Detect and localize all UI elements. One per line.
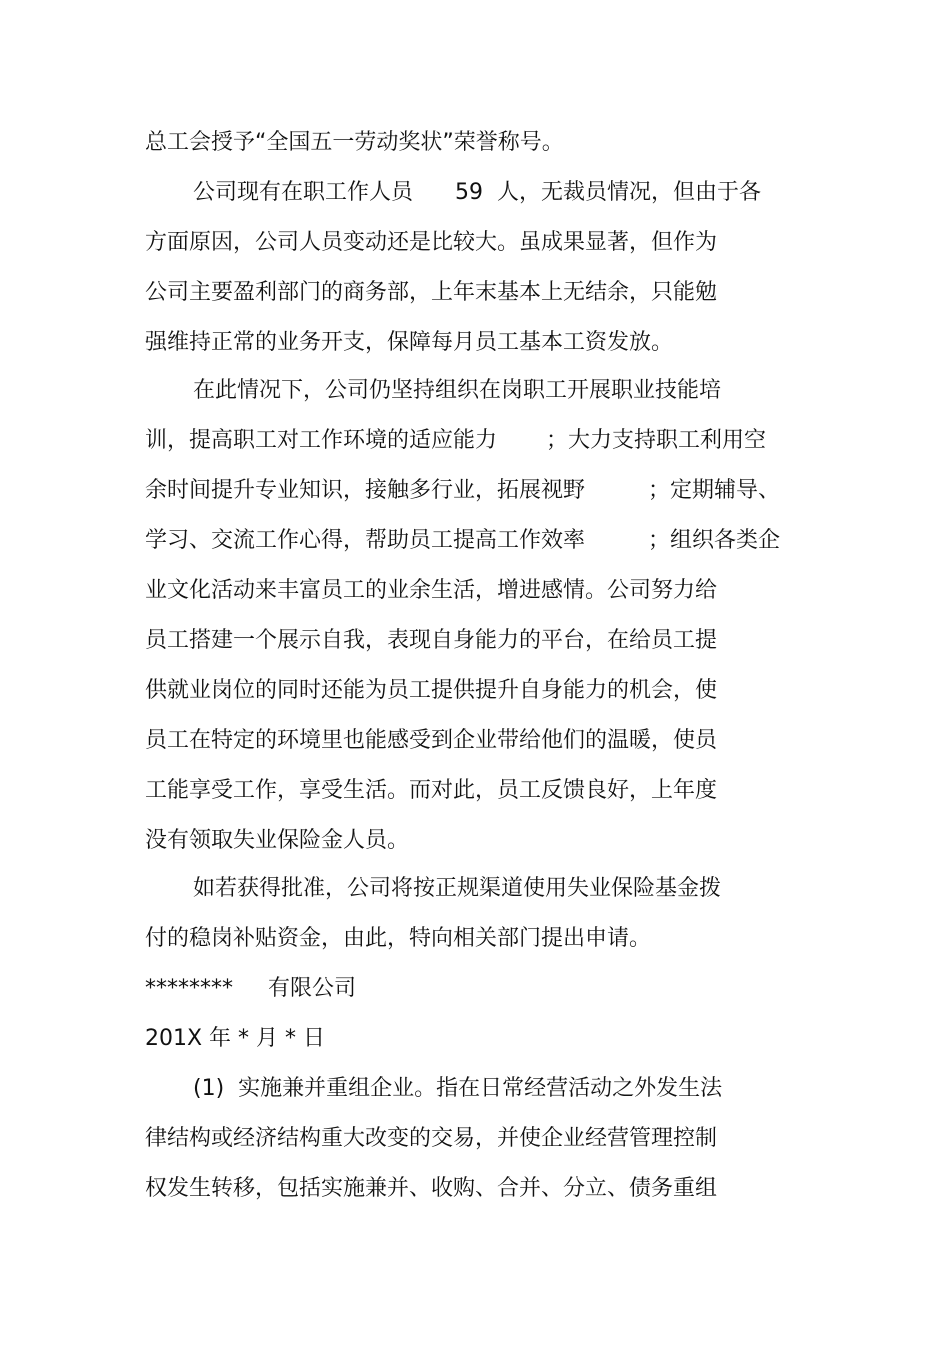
text-line-14: 工能享受工作，享受生活。而对此，员工反馈良好，上年度	[145, 778, 718, 803]
document-date: 201X 年 * 月 * 日	[145, 1026, 326, 1051]
text-line-10: 业文化活动来丰富员工的业余生活，增进感情。公司努力给	[145, 578, 718, 603]
text-line-13: 员工在特定的环境里也能感受到企业带给他们的温暖，使员	[145, 728, 718, 753]
text-line-8: 余时间提升专业知识，接触多行业，拓展视野 ；定期辅导、	[145, 478, 780, 503]
text-line-7: 训，提高职工对工作环境的适应能力 ；大力支持职工利用空	[145, 428, 766, 453]
text-line-4: 公司主要盈利部门的商务部，上年末基本上无结余，只能勉	[145, 280, 718, 305]
text-line-20: (1) 实施兼并重组企业。指在日常经营活动之外发生法	[193, 1076, 723, 1101]
text-line-12: 供就业岗位的同时还能为员工提供提升自身能力的机会，使	[145, 678, 718, 703]
text-line-16: 如若获得批准，公司将按正规渠道使用失业保险基金拨	[193, 876, 722, 901]
text-line-9: 学习、交流工作心得，帮助员工提高工作效率 ；组织各类企	[145, 528, 780, 553]
text-line-6: 在此情况下，公司仍坚持组织在岗职工开展职业技能培	[193, 378, 722, 403]
text-line-22: 权发生转移，包括实施兼并、收购、合并、分立、债务重组	[145, 1176, 718, 1201]
text-line-2: 公司现有在职工作人员 59 人，无裁员情况，但由于各	[193, 180, 761, 205]
text-line-5: 强维持正常的业务开支，保障每月员工基本工资发放。	[145, 330, 674, 355]
text-line-3: 方面原因，公司人员变动还是比较大。虽成果显著，但作为	[145, 230, 718, 255]
text-line-1: 总工会授予“全国五一劳动奖状”荣誉称号。	[145, 130, 564, 155]
company-name: ******** 有限公司	[145, 976, 356, 1001]
text-line-21: 律结构或经济结构重大改变的交易，并使企业经营管理控制	[145, 1126, 718, 1151]
text-line-17: 付的稳岗补贴资金，由此，特向相关部门提出申请。	[145, 926, 652, 951]
text-line-15: 没有领取失业保险金人员。	[145, 828, 410, 853]
text-line-11: 员工搭建一个展示自我，表现自身能力的平台，在给员工提	[145, 628, 718, 653]
